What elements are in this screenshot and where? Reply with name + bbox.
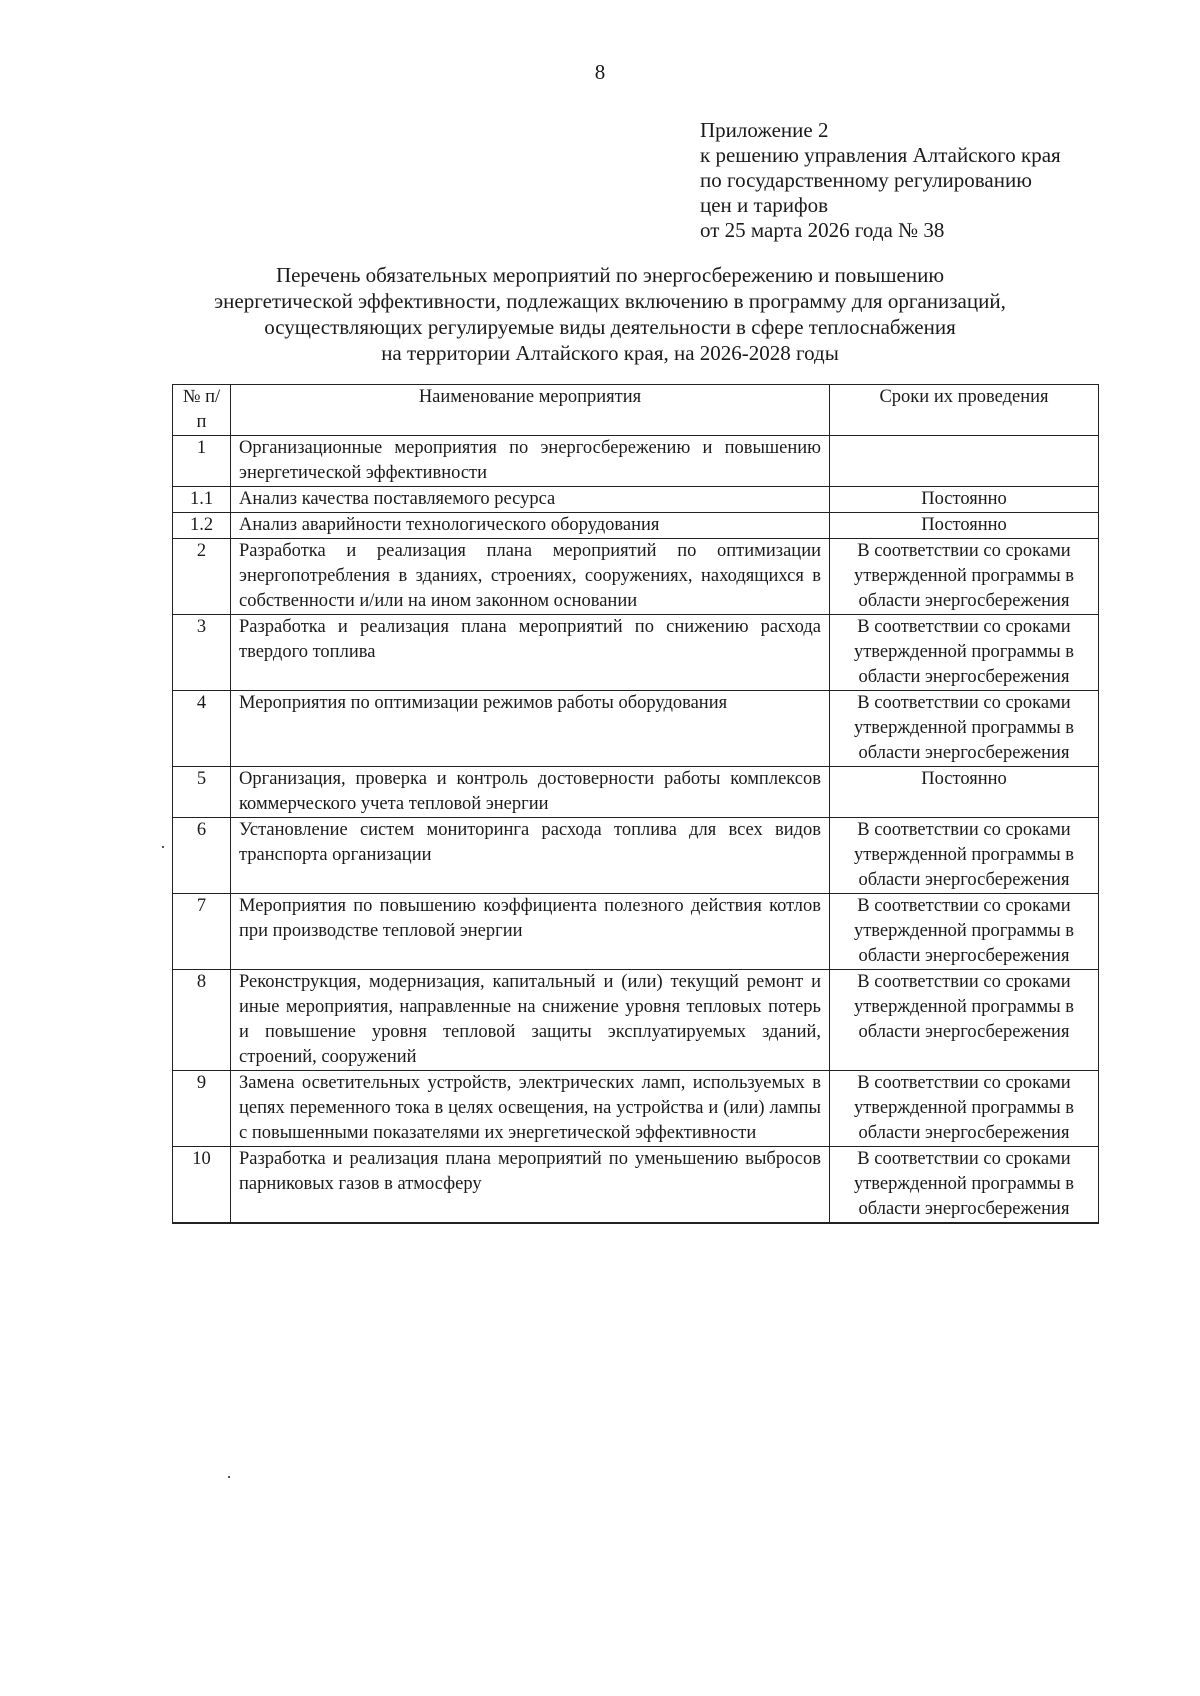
title-line: на территории Алтайского края, на 2026-2028 годы xyxy=(381,341,839,365)
table-row xyxy=(173,513,1099,539)
cell-term: В соответствии со сроками утвержденной программы в области энергосбережения xyxy=(830,818,1099,894)
header-num: № п/п xyxy=(173,385,231,436)
measures-table xyxy=(172,384,1099,1224)
cell-num: 1.2 xyxy=(173,513,231,539)
table-row xyxy=(173,487,1099,513)
cell-term: В соответствии со сроками утвержденной программы в области энергосбережения xyxy=(830,615,1099,691)
table-row xyxy=(173,539,1099,615)
header-term: Сроки их проведения xyxy=(830,385,1099,436)
cell-num: 3 xyxy=(173,615,231,691)
cell-name: Замена осветительных устройств, электрических ламп, используемых в цепях переменного тока в целях освещения, на устройства и (или) лампы с повышенными показателями их энергетической эффективности xyxy=(231,1071,830,1147)
cell-num: 9 xyxy=(173,1071,231,1147)
cell-term xyxy=(830,436,1099,487)
cell-name: Разработка и реализация плана мероприятий по оптимизации энергопотребления в зданиях, строениях, сооружениях, находящихся в собственности и/или на ином законном основании xyxy=(231,539,830,615)
cell-term: В соответствии со сроками утвержденной программы в области энергосбережения xyxy=(830,1071,1099,1147)
cell-term: В соответствии со сроками утвержденной программы в области энергосбережения xyxy=(830,1147,1099,1223)
cell-term: В соответствии со сроками утвержденной программы в области энергосбережения xyxy=(830,691,1099,767)
title-line: Перечень обязательных мероприятий по энергосбережению и повышению xyxy=(275,263,945,287)
cell-name: Разработка и реализация плана мероприятий по снижению расхода твердого топлива xyxy=(231,615,830,691)
cell-num xyxy=(173,1223,231,1224)
document-title xyxy=(150,262,1070,366)
cell-term: Постоянно xyxy=(830,487,1099,513)
title-line: осуществляющих регулируемые виды деятельности в сфере теплоснабжения xyxy=(264,315,956,339)
appendix-line: к решению управления Алтайского края xyxy=(700,143,1061,167)
cell-num: 2 xyxy=(173,539,231,615)
table-row xyxy=(173,1223,1099,1224)
cell-num: 10 xyxy=(173,1147,231,1223)
table-row xyxy=(173,767,1099,818)
appendix-line: от 25 марта 2026 года № 38 xyxy=(700,218,945,242)
table-row xyxy=(173,691,1099,767)
cell-num: 5 xyxy=(173,767,231,818)
cell-num: 7 xyxy=(173,894,231,970)
cell-term: Постоянно xyxy=(830,767,1099,818)
cell-name: Анализ качества поставляемого ресурса xyxy=(231,487,830,513)
cell-num: 6 xyxy=(173,818,231,894)
cell-name: Организация, проверка и контроль достоверности работы комплексов коммерческого учета тепловой энергии xyxy=(231,767,830,818)
cell-term: Постоянно xyxy=(830,513,1099,539)
header-name: Наименование мероприятия xyxy=(231,385,830,436)
cell-name: Реконструкция, модернизация, капитальный и (или) текущий ремонт и иные мероприятия, направленные на снижение уровня тепловых потерь и повышение уровня тепловой защиты эксплуатируемых зданий, строений, сооружений xyxy=(231,970,830,1071)
table-row xyxy=(173,1147,1099,1223)
table-row xyxy=(173,970,1099,1071)
cell-num: 1 xyxy=(173,436,231,487)
cell-num: 1.1 xyxy=(173,487,231,513)
cell-name xyxy=(231,1223,830,1224)
table-row xyxy=(173,1071,1099,1147)
scan-speck xyxy=(228,1476,230,1478)
appendix-line: Приложение 2 xyxy=(700,118,829,142)
appendix-line: по государственному регулированию xyxy=(700,168,1032,192)
cell-name: Мероприятия по оптимизации режимов работы оборудования xyxy=(231,691,830,767)
cell-term xyxy=(830,1223,1099,1224)
cell-term: В соответствии со сроками утвержденной программы в области энергосбережения xyxy=(830,539,1099,615)
page-number: 8 xyxy=(594,60,606,84)
appendix-block xyxy=(700,118,1061,243)
cell-num: 4 xyxy=(173,691,231,767)
title-line: энергетической эффективности, подлежащих включению в программу для организаций, xyxy=(214,289,1006,313)
cell-name: Установление систем мониторинга расхода топлива для всех видов транспорта организации xyxy=(231,818,830,894)
table-row xyxy=(173,615,1099,691)
table-header-row xyxy=(173,385,1099,436)
cell-name: Организационные мероприятия по энергосбережению и повышению энергетической эффективности xyxy=(231,436,830,487)
cell-name: Разработка и реализация плана мероприятий по уменьшению выбросов парниковых газов в атмосферу xyxy=(231,1147,830,1223)
cell-name: Мероприятия по повышению коэффициента полезного действия котлов при производстве тепловой энергии xyxy=(231,894,830,970)
table-row xyxy=(173,894,1099,970)
cell-term: В соответствии со сроками утвержденной программы в области энергосбережения xyxy=(830,894,1099,970)
scan-speck xyxy=(162,846,164,848)
table-row xyxy=(173,436,1099,487)
table-row xyxy=(173,818,1099,894)
cell-num: 8 xyxy=(173,970,231,1071)
appendix-line: цен и тарифов xyxy=(700,193,829,217)
cell-name: Анализ аварийности технологического оборудования xyxy=(231,513,830,539)
cell-term: В соответствии со сроками утвержденной программы в области энергосбережения xyxy=(830,970,1099,1071)
